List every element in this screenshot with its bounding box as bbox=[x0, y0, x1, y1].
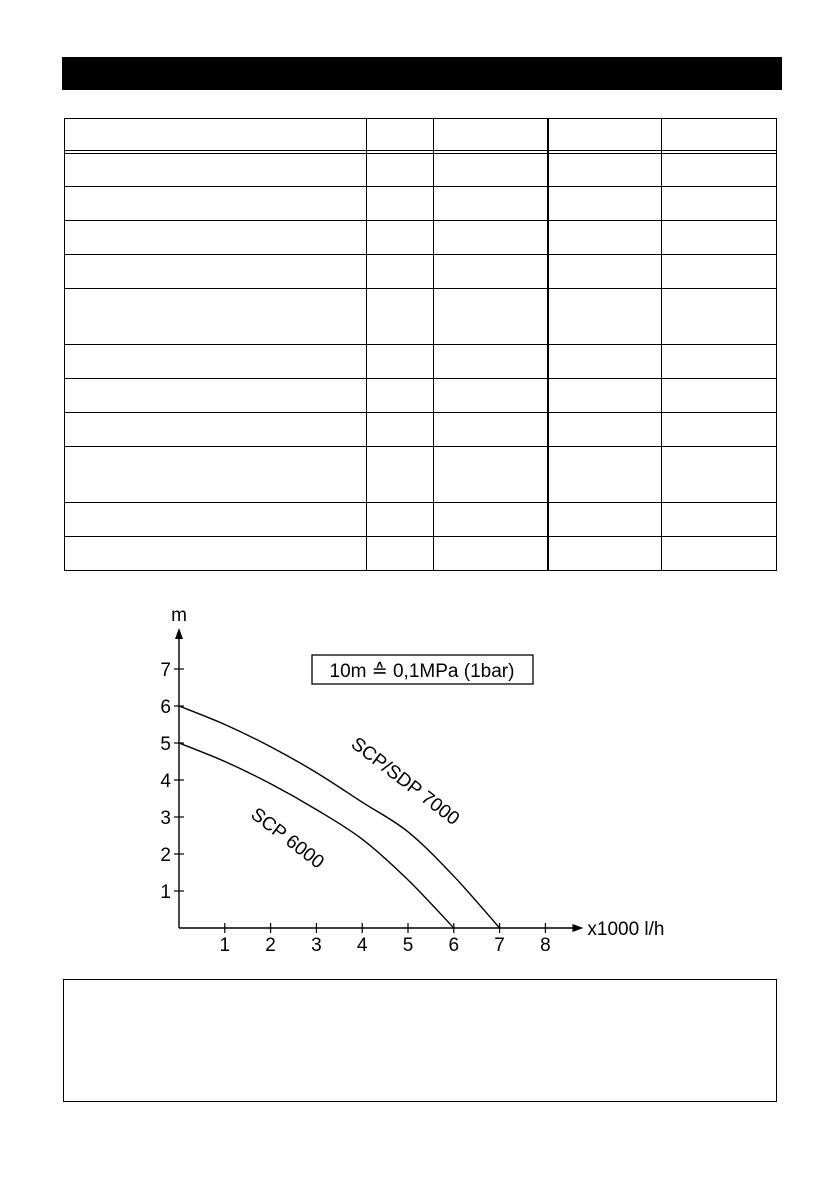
table-row-divider bbox=[65, 186, 776, 187]
table-row-divider bbox=[65, 378, 776, 379]
y-tick-label: 6 bbox=[160, 697, 171, 718]
table-row-divider bbox=[65, 344, 776, 345]
annotation-text: 10m ≙ 0,1MPa (1bar) bbox=[329, 661, 515, 682]
table-row-divider bbox=[65, 536, 776, 537]
x-tick-label: 1 bbox=[219, 935, 231, 956]
chart-annotation bbox=[312, 655, 533, 684]
y-tick-label: 4 bbox=[160, 771, 171, 792]
x-tick-label: 7 bbox=[494, 935, 505, 956]
table-row-divider bbox=[65, 153, 776, 154]
x-axis-arrow bbox=[572, 924, 583, 932]
y-tick-label: 7 bbox=[160, 660, 171, 681]
table-row-divider bbox=[65, 220, 776, 221]
y-axis-arrow bbox=[175, 628, 183, 639]
x-tick-label: 5 bbox=[402, 935, 414, 956]
table-row-divider bbox=[65, 150, 776, 151]
x-tick-label: 2 bbox=[265, 935, 276, 956]
note-box bbox=[63, 979, 777, 1102]
x-tick-label: 8 bbox=[540, 935, 551, 956]
x-tick-label: 4 bbox=[356, 935, 368, 956]
pump-performance-chart bbox=[0, 595, 839, 975]
chart-ticks bbox=[160, 660, 550, 956]
y-tick-label: 5 bbox=[160, 734, 171, 755]
x-axis-label: x1000 l/h bbox=[587, 919, 665, 940]
table-row-divider bbox=[65, 254, 776, 255]
series-label: SCP/SDP 7000 bbox=[346, 733, 464, 830]
y-tick-label: 1 bbox=[160, 882, 171, 903]
table-row-divider bbox=[65, 412, 776, 413]
x-tick-label: 3 bbox=[311, 935, 322, 956]
table-row-divider bbox=[65, 502, 776, 503]
x-tick-label: 6 bbox=[448, 935, 460, 956]
section-header-bar bbox=[62, 57, 782, 90]
table-row-divider bbox=[65, 446, 776, 447]
table-row-divider bbox=[65, 288, 776, 289]
technical-data-table bbox=[64, 118, 777, 571]
y-tick-label: 3 bbox=[160, 808, 171, 829]
series-label: SCP 6000 bbox=[246, 804, 328, 874]
y-axis-label: m bbox=[171, 605, 187, 626]
y-tick-label: 2 bbox=[160, 845, 171, 866]
